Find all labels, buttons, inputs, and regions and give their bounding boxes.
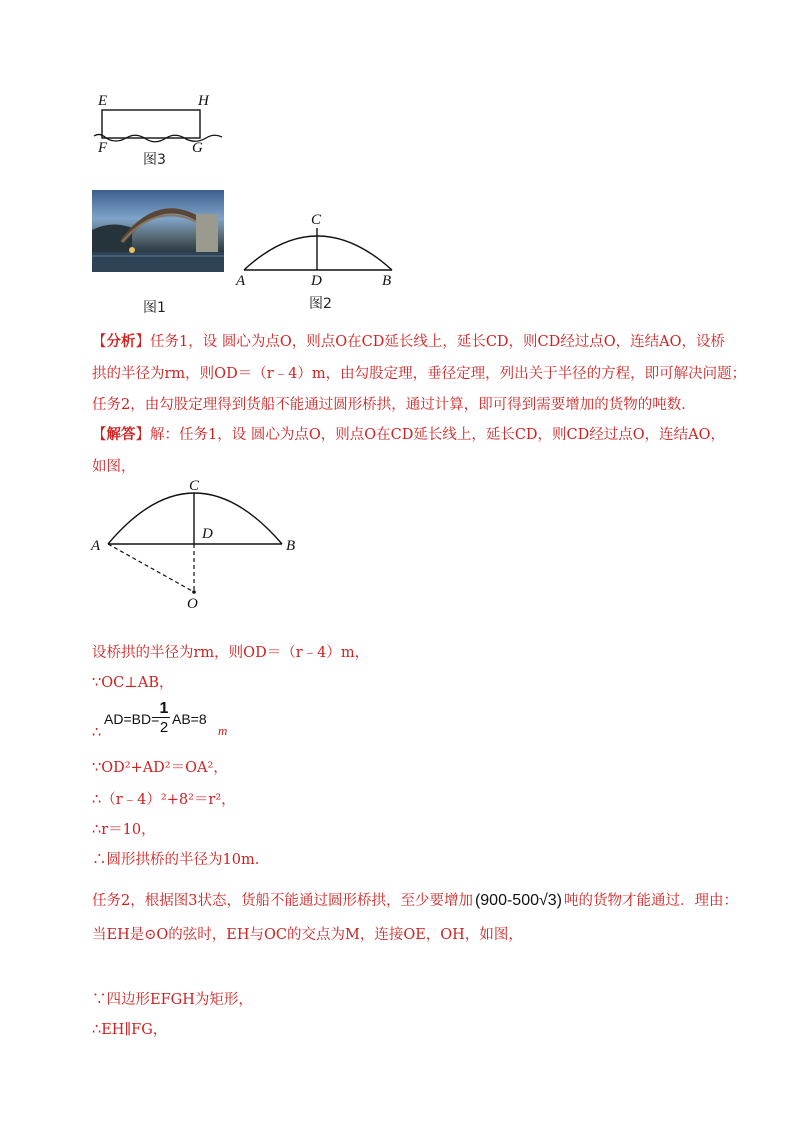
label-a: A	[236, 273, 246, 289]
label-h: H	[198, 93, 209, 109]
step-1: 设桥拱的半径为rm，则OD＝（r﹣4）m，	[92, 645, 370, 661]
figure-1-caption: 图1	[143, 300, 166, 316]
label-d-2: D	[202, 526, 213, 542]
arc-ab	[244, 236, 392, 270]
solution-text-1: 解：任务1，设 圆心为点O，则点O在CD延长线上，延长CD，则CD经过点O，连结AO，	[150, 427, 726, 443]
step-7: ∴圆形拱桥的半径为10m．	[92, 852, 270, 868]
step-2: ∵OC⊥AB，	[92, 675, 174, 691]
step-4: ∵OD²+AD²＝OA²，	[92, 760, 228, 776]
analysis-title: 分析	[106, 333, 136, 350]
segment-ao-dashed	[108, 544, 194, 592]
bridge-photo-drawing	[92, 190, 224, 272]
analysis-text-1: 任务1，设 圆心为点O，则点O在CD延长线上，延长CD，则CD经过点O，连结AO，设桥	[150, 334, 726, 350]
figure-2-caption: 图2	[309, 296, 332, 312]
step-6: ∴r＝10，	[92, 822, 156, 838]
center-point-o	[192, 590, 196, 594]
eq-left: AD=BD=	[104, 711, 160, 727]
fraction-numerator: 1	[159, 700, 169, 717]
label-g: G	[192, 140, 203, 156]
label-a-2: A	[91, 538, 101, 554]
label-d: D	[311, 273, 322, 289]
analysis-line-2: 拱的半径为rm，则OD＝（r﹣4）m，由勾股定理，垂径定理，列出关于半径的方程，即可解决问题；	[92, 366, 747, 382]
label-o: O	[187, 596, 198, 612]
solution-line-2: 如图，	[92, 459, 136, 475]
label-b: B	[382, 273, 392, 289]
figure-3-caption: 图3	[143, 152, 166, 168]
arc-ab-2	[108, 493, 282, 544]
task2-line-2: 当EH是⊙O的弦时，EH与OC的交点为M，连接OE，OH，如图，	[92, 927, 523, 943]
task2-prefix: 任务2，根据图3状态，货船不能通过圆形桥拱，至少要增加	[92, 893, 473, 909]
label-f: F	[98, 140, 108, 156]
task2-line-4: ∴EH∥FG，	[92, 1022, 168, 1038]
step-5: ∴（r﹣4）²+8²＝r²，	[92, 792, 236, 808]
figure-4-diagram	[100, 488, 300, 603]
bracket-open: 【	[92, 334, 107, 350]
bridge-photo	[92, 190, 224, 272]
therefore-symbol: ∴	[92, 725, 102, 741]
solution-title: 解答	[106, 426, 136, 443]
analysis-line-3: 任务2，由勾股定理得到货船不能通过圆形桥拱，通过计算，即可得到需要增加的货物的吨数．	[92, 397, 696, 413]
task2-line-1	[92, 889, 738, 910]
bracket-open: 【	[92, 427, 107, 443]
analysis-line-1	[92, 330, 725, 351]
task2-expression: (900-500√3)	[474, 892, 563, 909]
task2-suffix: 吨的货物才能通过．理由：	[564, 893, 739, 909]
unit-m: m	[218, 723, 228, 738]
rectangle-efgh	[102, 110, 200, 138]
bracket-close: 】	[135, 427, 150, 443]
task2-line-3: ∵四边形EFGH为矩形，	[92, 992, 253, 1008]
label-e: E	[98, 93, 108, 109]
bracket-close: 】	[135, 334, 150, 350]
solution-line-1	[92, 423, 725, 444]
label-c: C	[311, 212, 322, 228]
label-c-2: C	[189, 478, 200, 494]
eq-right: AB=8	[172, 711, 207, 727]
label-b-2: B	[286, 538, 296, 554]
fraction-denominator: 2	[159, 719, 169, 736]
